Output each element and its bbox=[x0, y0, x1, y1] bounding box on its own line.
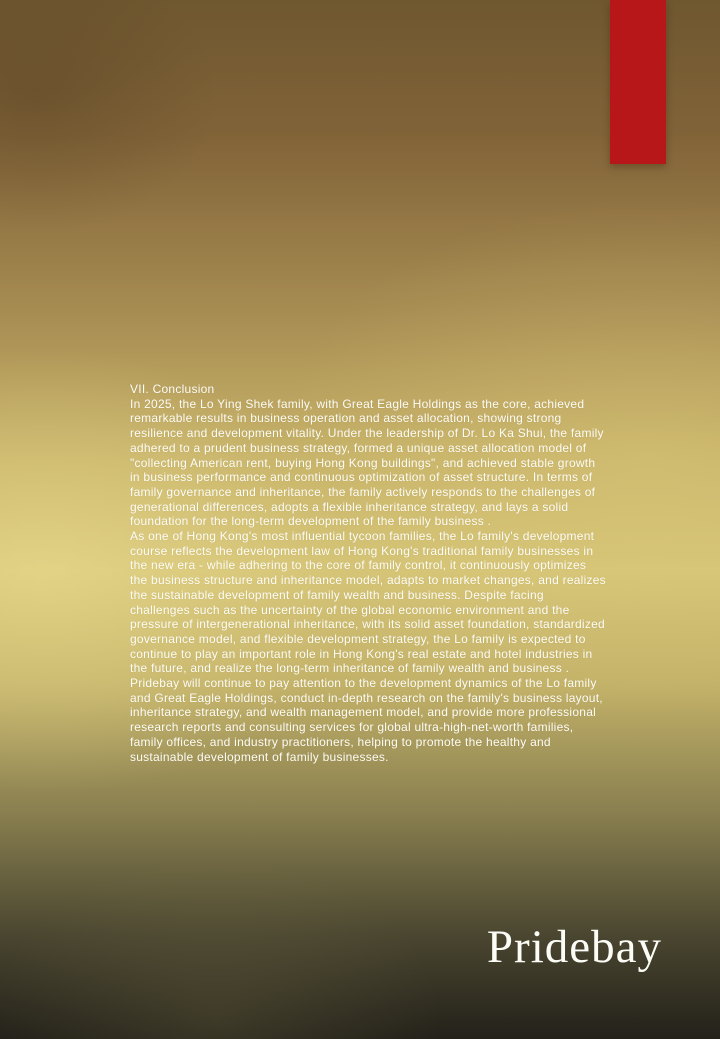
conclusion-paragraph-2: As one of Hong Kong's most influential tycoon families, the Lo family's development course reflects the development law of Hong Kong's traditional family businesses in the new era - while adhering to the core of family control, it continuously optimizes the business structure and inheritance model, adapts to market changes, and realizes the sustainable development of family wealth and business. Despite facing challenges such as the uncertainty of the global economic environment and the pressure of intergenerational inheritance, with its solid asset foundation, standardized governance model, and flexible development strategy, the Lo family is expected to continue to play an important role in Hong Kong's real estate and hotel industries in the future, and realize the long-term inheritance of family wealth and business . bbox=[130, 529, 606, 676]
conclusion-paragraph-1: In 2025, the Lo Ying Shek family, with Great Eagle Holdings as the core, achieved remarkable results in business operation and asset allocation, showing strong resilience and development vitality. Under the leadership of Dr. Lo Ka Shui, the family adhered to a prudent business strategy, formed a unique asset allocation model of "collecting American rent, buying Hong Kong buildings", and achieved stable growth in business performance and continuous optimization of asset structure. In terms of family governance and inheritance, the family actively responds to the challenges of generational differences, adopts a flexible inheritance strategy, and lays a solid foundation for the long-term development of the family business . bbox=[130, 396, 604, 529]
pridebay-wordmark: Pridebay bbox=[486, 921, 662, 973]
conclusion-section bbox=[130, 382, 606, 764]
section-heading: VII. Conclusion bbox=[130, 382, 215, 396]
red-accent-bar bbox=[610, 0, 666, 164]
conclusion-paragraph-3: Pridebay will continue to pay attention to the development dynamics of the Lo family and Great Eagle Holdings, conduct in-depth research on the family's business layout, inheritance strategy, and wealth management model, and provide more professional research reports and consulting services for global ultra-high-net-worth families, family offices, and industry practitioners, helping to promote the healthy and sustainable development of family businesses. bbox=[130, 676, 603, 764]
